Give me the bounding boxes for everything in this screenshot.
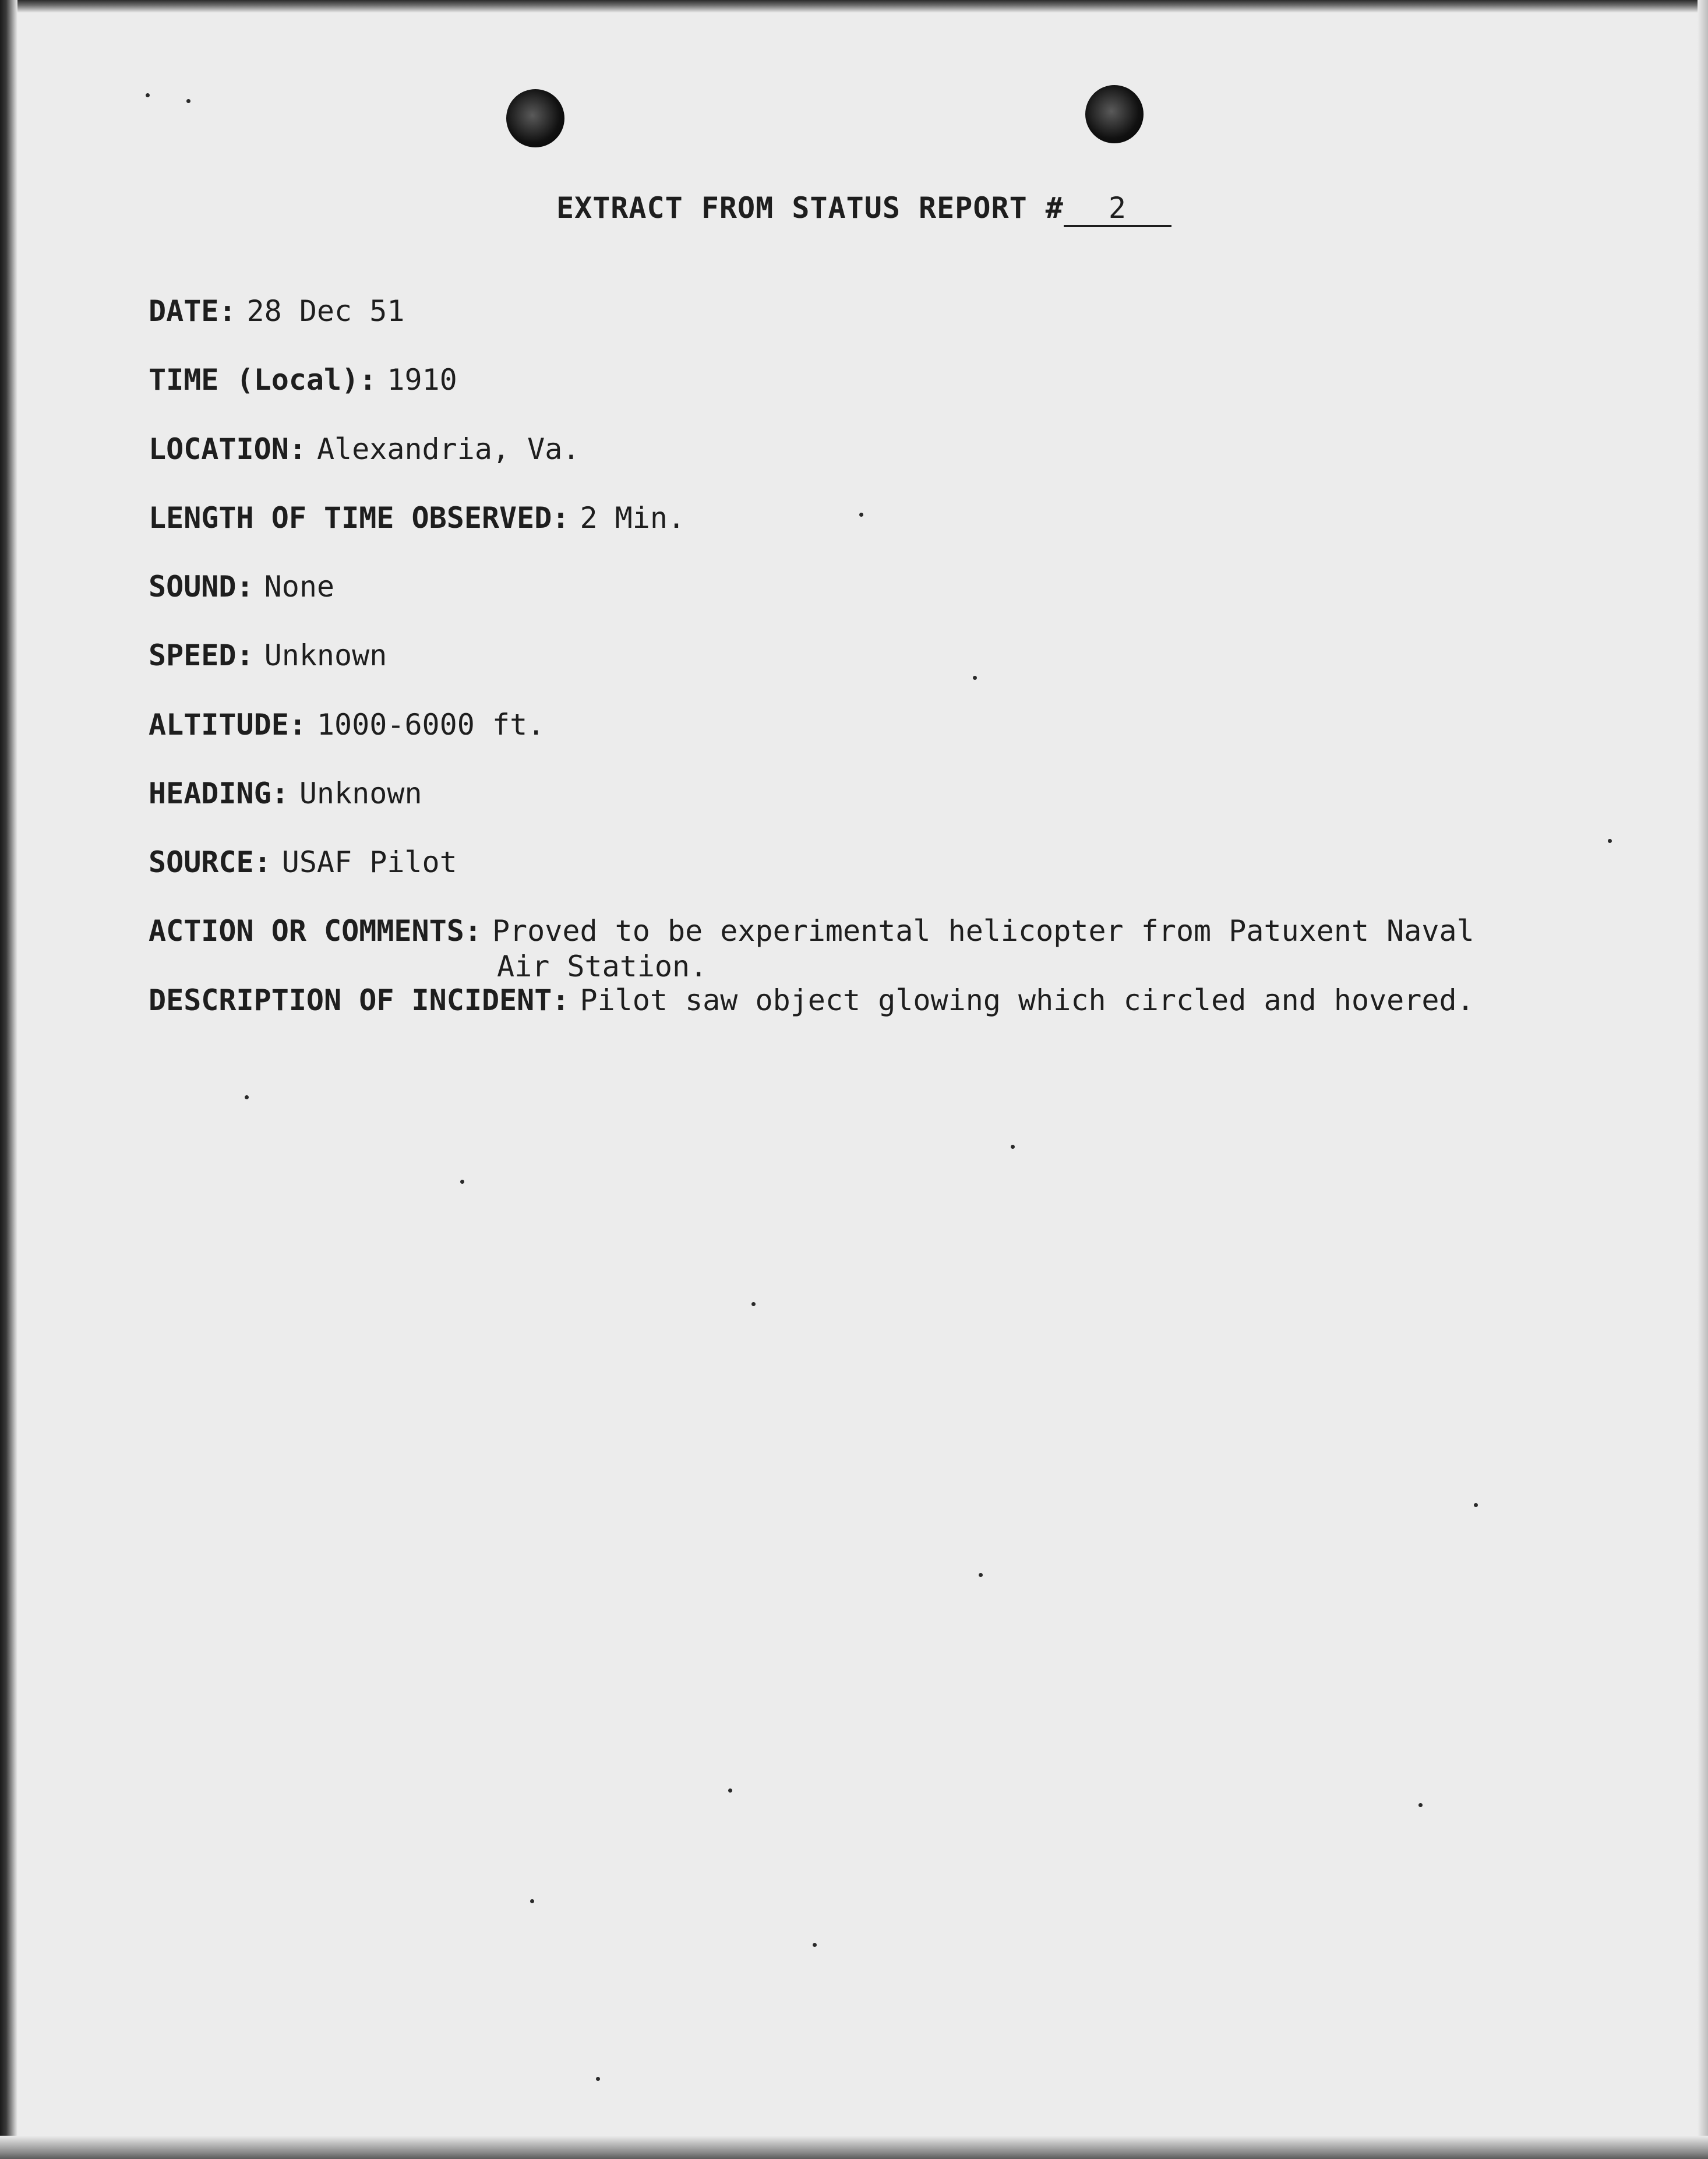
scan-speck (146, 93, 150, 97)
field-time (149, 363, 457, 397)
scan-speck (973, 676, 977, 680)
field-altitude (149, 708, 545, 742)
field-label: LOCATION: (149, 432, 306, 466)
field-value: None (264, 570, 335, 604)
field-value: Pilot saw object glowing which circled and hovered. (580, 983, 1474, 1017)
field-value: Proved to be experimental helicopter from Patuxent Naval (492, 914, 1474, 948)
field-date (149, 294, 404, 328)
field-action-comments-continued: Air Station. (497, 950, 708, 983)
scan-speck (1011, 1145, 1015, 1149)
scan-speck (979, 1573, 983, 1577)
scan-edge-bottom (0, 2136, 1708, 2159)
field-value: 1910 (387, 363, 457, 397)
field-location (149, 432, 580, 466)
scan-speck (813, 1943, 817, 1947)
field-sound (149, 570, 334, 604)
scan-speck (460, 1180, 464, 1184)
scan-speck (186, 99, 190, 103)
report-title-prefix: EXTRACT FROM STATUS REPORT # (556, 191, 1064, 225)
field-value: Unknown (264, 638, 387, 672)
field-label: ACTION OR COMMENTS: (149, 914, 482, 948)
report-number: 2 (1064, 191, 1171, 227)
field-value: 2 Min. (580, 501, 686, 535)
field-description (149, 983, 1474, 1017)
punch-hole-icon (1085, 85, 1144, 143)
field-speed (149, 638, 387, 672)
scan-speck (1474, 1503, 1478, 1507)
field-length-observed (149, 501, 685, 535)
field-heading (149, 777, 422, 810)
field-value: Alexandria, Va. (316, 432, 580, 466)
field-label: SOURCE: (149, 845, 271, 879)
punch-hole-icon (506, 89, 564, 147)
report-title (556, 191, 1171, 227)
field-value: Unknown (299, 777, 422, 810)
field-value: 1000-6000 ft. (316, 708, 545, 742)
field-label: TIME (Local): (149, 363, 377, 397)
field-label: ALTITUDE: (149, 708, 306, 742)
field-label: LENGTH OF TIME OBSERVED: (149, 501, 570, 535)
scan-speck (596, 2077, 600, 2081)
scan-speck (1418, 1803, 1423, 1807)
field-label: SOUND: (149, 570, 254, 604)
field-value: 28 Dec 51 (246, 294, 405, 328)
scan-speck (530, 1899, 534, 1903)
scan-speck (1608, 839, 1612, 843)
scan-edge-top (0, 0, 1708, 13)
scan-speck (859, 513, 863, 517)
field-label: DESCRIPTION OF INCIDENT: (149, 983, 570, 1017)
field-action-comments (149, 914, 1474, 948)
field-label: HEADING: (149, 777, 289, 810)
scan-speck (728, 1788, 732, 1793)
field-label: SPEED: (149, 638, 254, 672)
scan-speck (245, 1095, 249, 1099)
scan-edge-left (0, 0, 17, 2159)
scan-speck (751, 1302, 756, 1306)
field-label: DATE: (149, 294, 237, 328)
field-source (149, 845, 457, 879)
scan-edge-right (1698, 0, 1708, 2159)
field-value: USAF Pilot (281, 845, 457, 879)
